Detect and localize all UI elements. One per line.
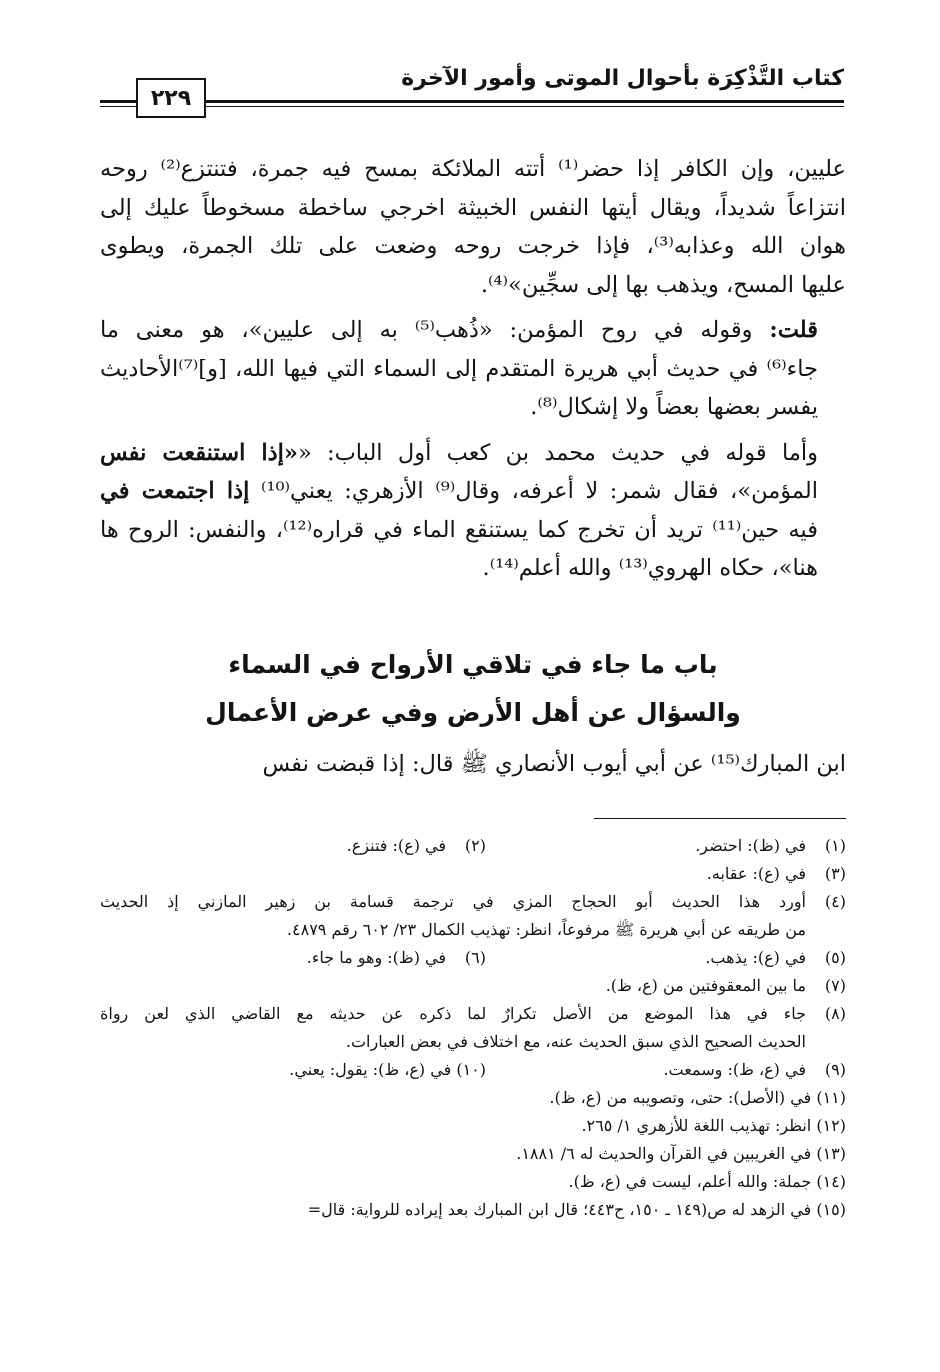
footnote-number: (٤) — [824, 892, 846, 911]
footnote-text: في (ع): فتنزع. — [346, 836, 446, 855]
paragraph-3 — [100, 434, 846, 588]
footnote-9 — [486, 1056, 846, 1084]
footnote-6 — [126, 944, 486, 972]
footnote-4-continued — [100, 916, 846, 944]
header-rule-thin — [100, 106, 844, 107]
text-line: عليين، وإن الكافر إذا حضر⁽¹⁾ أتته الملائكة بمسح فيه جمرة، فتنتزع⁽²⁾ روحه — [100, 156, 846, 182]
text-line — [100, 472, 846, 511]
footnote-text: في (ع): يذهب. — [705, 948, 806, 967]
footnote-separator — [594, 818, 846, 819]
footnote-text: ما بين المعقوفتين من (ع، ظ). — [605, 976, 806, 995]
text-line: عليها المسح، ويذهب بها إلى سجِّين»⁽⁴⁾. — [480, 271, 846, 298]
footnote-5 — [486, 944, 846, 972]
footnote-number: (٢) — [464, 836, 486, 855]
footnote-row — [100, 832, 846, 860]
footnote-text: في (ع، ظ): وسمعت. — [663, 1060, 806, 1079]
text-line: هنا»، حكاه الهروي⁽¹³⁾ والله أعلم⁽¹⁴⁾. — [482, 555, 818, 581]
footnote-2 — [126, 832, 486, 860]
section-heading-line-2: والسؤال عن أهل الأرض وفي عرض الأعمال — [205, 698, 741, 727]
footnote-text: الحديث الصحيح الذي سبق الحديث عنه، مع اختلاف في بعض العبارات. — [345, 1032, 806, 1051]
footnote-8-continued — [100, 1028, 846, 1056]
text-line: جاء⁽⁶⁾ في حديث أبي هريرة المتقدم إلى السماء التي فيها الله، [و]⁽⁷⁾الأحاديث — [100, 355, 818, 382]
running-title: كتاب التَّذْكِرَة بأحوال الموتى وأمور الآخرة — [401, 66, 844, 91]
footnote-text: جاء في هذا الموضع من الأصل تكرارٌ لما ذكره عن حديثه مع القاضي الذي لعن رواة — [100, 1004, 806, 1023]
footnote-number: (٦) — [464, 948, 486, 967]
footnote-text: في (ظ): احتضر. — [695, 836, 806, 855]
footnote-3 — [100, 860, 846, 888]
footnote-number: (٣) — [824, 864, 846, 883]
footnote-11: (١١) في (الأصل): حتى، وتصويبه من (ع، ظ). — [549, 1088, 846, 1107]
bold-quote: إذا اجتمعت في — [100, 478, 250, 504]
footnote-8 — [100, 1000, 846, 1028]
footnote-row — [100, 944, 846, 972]
text-line — [100, 434, 846, 473]
text-line — [100, 311, 846, 350]
text-line: فيه حين⁽¹¹⁾ تريد أن تخرج كما يستنقع الماء في قراره⁽¹²⁾، والنفس: الروح ها — [100, 516, 818, 543]
footnote-15: (١٥) في الزهد له ص(١٤٩ ـ ١٥٠، ح٤٤٣؛ قال ابن المبارك بعد إيراده للرواية: قال= — [307, 1200, 846, 1219]
footnote-14: (١٤) جملة: والله أعلم، ليست في (ع، ظ). — [568, 1172, 846, 1191]
text-span: وقوله في روح المؤمن: «ذُهب⁽⁵⁾ به إلى عليين»، هو معنى ما — [100, 317, 753, 343]
footnote-text: في (ظ): وهو ما جاء. — [306, 948, 446, 967]
header-rule-thick — [100, 100, 844, 103]
section-heading-line-1: باب ما جاء في تلاقي الأرواح في السماء — [228, 650, 718, 679]
footnote-13: (١٣) في الغريبين في القرآن والحديث له ٦/ ١٨٨١. — [516, 1144, 846, 1163]
footnote-text: في (ع): عقابه. — [706, 864, 806, 883]
footnote-7 — [100, 972, 846, 1000]
footnote-number: (٥) — [824, 948, 846, 967]
footnote-12: (١٢) انظر: تهذيب اللغة للأزهري ١/ ٢٦٥. — [581, 1116, 846, 1135]
footnote-number: (٨) — [824, 1004, 846, 1023]
text-span: المؤمن»، فقال شمر: لا أعرفه، وقال⁽⁹⁾ الأزهري: يعني⁽¹⁰⁾ — [260, 478, 818, 504]
qult-label: قلت: — [769, 317, 818, 343]
text-span: وأما قوله في حديث محمد بن كعب أول الباب: « — [297, 439, 819, 466]
text-line: انتزاعاً شديداً، ويقال أيتها النفس الخبيثة اخرجي ساخطة مسخوطاً عليك إلى — [100, 194, 846, 221]
page-number: ٢٢٩ — [136, 78, 206, 118]
footnote-4 — [100, 888, 846, 916]
paragraph-1 — [100, 150, 846, 304]
footnotes — [100, 832, 846, 1224]
footnote-10: (١٠) في (ع، ظ): يقول: يعني. — [289, 1060, 486, 1079]
footnote-text: من طريقه عن أبي هريرة ﷺ مرفوعاً، انظر: تهذيب الكمال ٢٣/ ٦٠٢ رقم ٤٨٧٩. — [286, 920, 806, 939]
footnote-1 — [486, 832, 846, 860]
footnote-number: (١) — [824, 836, 846, 855]
footnote-number: (٧) — [824, 976, 846, 995]
paragraph-2 — [100, 311, 846, 427]
footnote-number: (٩) — [824, 1060, 846, 1079]
text-line: هوان الله وعذابه⁽³⁾، فإذا خرجت روحه وضعت على تلك الجمرة، ويطوى — [100, 233, 847, 259]
main-text — [100, 150, 846, 588]
footnote-text: أورد هذا الحديث أبو الحجاج المزي في ترجمة قسامة بن زهير المازني إذ الحديث — [100, 892, 806, 911]
footnote-row — [100, 1056, 846, 1084]
opening-line: ابن المبارك⁽¹⁵⁾ عن أبي أيوب الأنصاري ﷺ قال: إذا قبضت نفس — [262, 751, 846, 777]
bold-quote: «إذا استنقعت نفس — [100, 439, 298, 466]
text-line: يفسر بعضها بعضاً ولا إشكال⁽⁸⁾. — [530, 394, 818, 420]
